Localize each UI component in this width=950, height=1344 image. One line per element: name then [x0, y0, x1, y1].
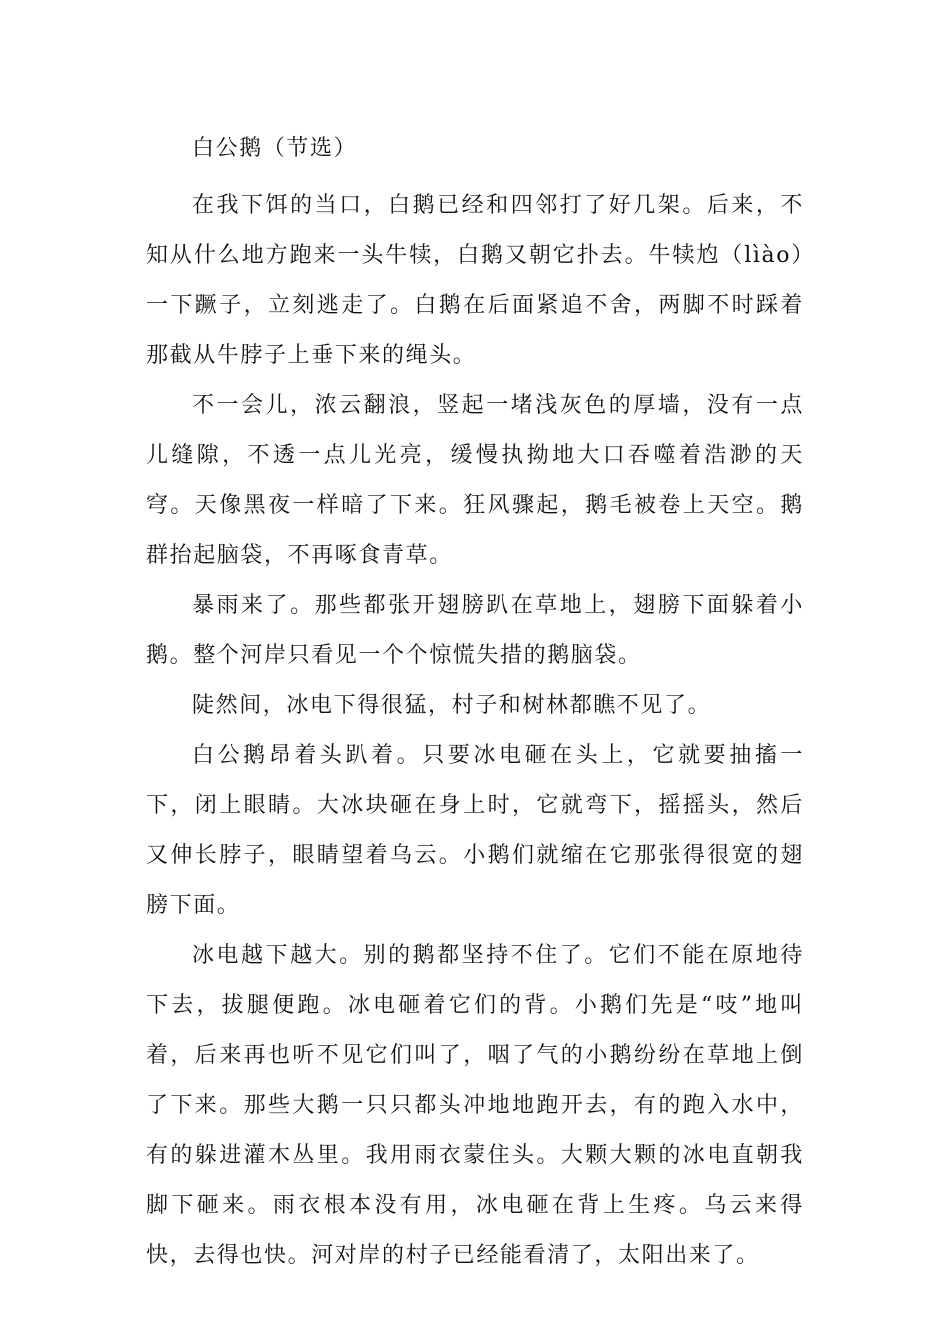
- paragraph: 在我下饵的当口，白鹅已经和四邻打了好几架。后来，不知从什么地方跑来一头牛犊，白鹅又朝它扑去。牛犊尥（lìào）一下蹶子，立刻逃走了。白鹅在后面紧追不舍，两脚不时踩着那截从牛脖子上垂下来的绳头。: [146, 193, 804, 368]
- paragraph: 冰电越下越大。别的鹅都坚持不住了。它们不能在原地待下去，拔腿便跑。冰电砸着它们的背。小鹅们先是“吱”地叫着，后来再也听不见它们叫了，咽了气的小鹅纷纷在草地上倒了下来。那些大鹅一只只都头冲地地跑开去，有的跑入水中，有的躲进灌木丛里。我用雨衣蒙住头。大颗大颗的冰电直朝我脚下砸来。雨衣根本没有用，冰电砸在背上生疼。乌云来得快，去得也快。河对岸的村子已经能看清了，太阳出来了。: [146, 943, 804, 1268]
- paragraph: 暴雨来了。那些都张开翅膀趴在草地上，翅膀下面躲着小鹅。整个河岸只看见一个个惊慌失措的鹅脑袋。: [146, 593, 804, 668]
- paragraph: 不一会儿，浓云翻浪，竖起一堵浅灰色的厚墙，没有一点儿缝隙，不透一点儿光亮，缓慢执拗地大口吞噬着浩渺的天穹。天像黑夜一样暗了下来。狂风骤起，鹅毛被卷上天空。鹅群抬起脑袋，不再啄食青草。: [146, 393, 804, 568]
- document-title: 白公鹅（节选）: [192, 136, 358, 161]
- document-body: [146, 132, 804, 1281]
- paragraph: 陡然间，冰电下得很猛，村子和树林都瞧不见了。: [192, 693, 712, 718]
- paragraph: 白公鹅昂着头趴着。只要冰电砸在头上，它就要抽搐一下，闭上眼睛。大冰块砸在身上时，它就弯下，摇摇头，然后又伸长脖子，眼睛望着乌云。小鹅们就缩在它那张得很宽的翅膀下面。: [146, 743, 804, 918]
